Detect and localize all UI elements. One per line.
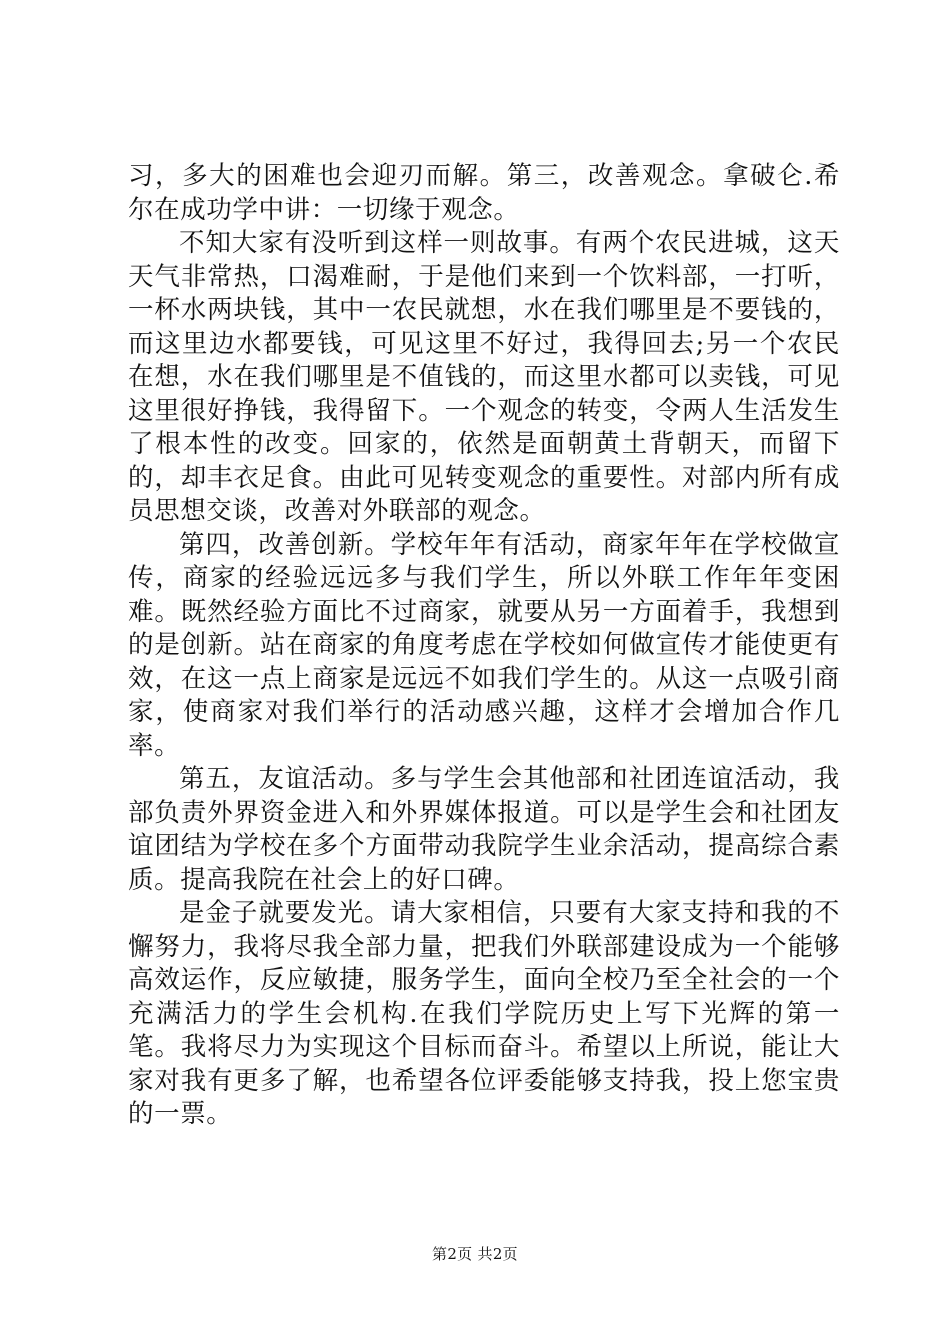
- page-number-label: 第2页 共2页: [432, 1245, 518, 1263]
- document-body: [128, 160, 840, 1132]
- page-footer: [0, 1244, 950, 1264]
- paragraph-5: 是金子就要发光。请大家相信，只要有大家支持和我的不懈努力，我将尽我全部力量，把我们外联部建设成为一个能够高效运作，反应敏捷，服务学生，面向全校乃至全社会的一个充满活力的学生会机构.在我们学院历史上写下光辉的第一笔。我将尽力为实现这个目标而奋斗。希望以上所说，能让大家对我有更多了解，也希望各位评委能够支持我，投上您宝贵的一票。: [128, 898, 840, 1129]
- paragraph-2: 不知大家有没听到这样一则故事。有两个农民进城，这天天气非常热，口渴难耐，于是他们来到一个饮料部，一打听，一杯水两块钱，其中一农民就想，水在我们哪里是不要钱的，而这里边水都要钱，可见这里不好过，我得回去;另一个农民在想，水在我们哪里是不值钱的，而这里水都可以卖钱，可见这里很好挣钱，我得留下。一个观念的转变，令两人生活发生了根本性的改变。回家的，依然是面朝黄土背朝天，而留下的，却丰衣足食。由此可见转变观念的重要性。对部内所有成员思想交谈，改善对外联部的观念。: [128, 228, 840, 526]
- paragraph-1: 习，多大的困难也会迎刃而解。第三，改善观念。拿破仑.希尔在成功学中讲：一切缘于观念。: [128, 161, 840, 225]
- paragraph-3: 第四，改善创新。学校年年有活动，商家年年在学校做宣传，商家的经验远远多与我们学生，所以外联工作年年变困难。既然经验方面比不过商家，就要从另一方面着手，我想到的是创新。站在商家的角度考虑在学校如何做宣传才能使更有效，在这一点上商家是远远不如我们学生的。从这一点吸引商家，使商家对我们举行的活动感兴趣，这样才会增加合作几率。: [128, 529, 840, 761]
- paragraph-4: 第五，友谊活动。多与学生会其他部和社团连谊活动，我部负责外界资金进入和外界媒体报道。可以是学生会和社团友谊团结为学校在多个方面带动我院学生业余活动，提高综合素质。提高我院在社会上的好口碑。: [128, 764, 840, 895]
